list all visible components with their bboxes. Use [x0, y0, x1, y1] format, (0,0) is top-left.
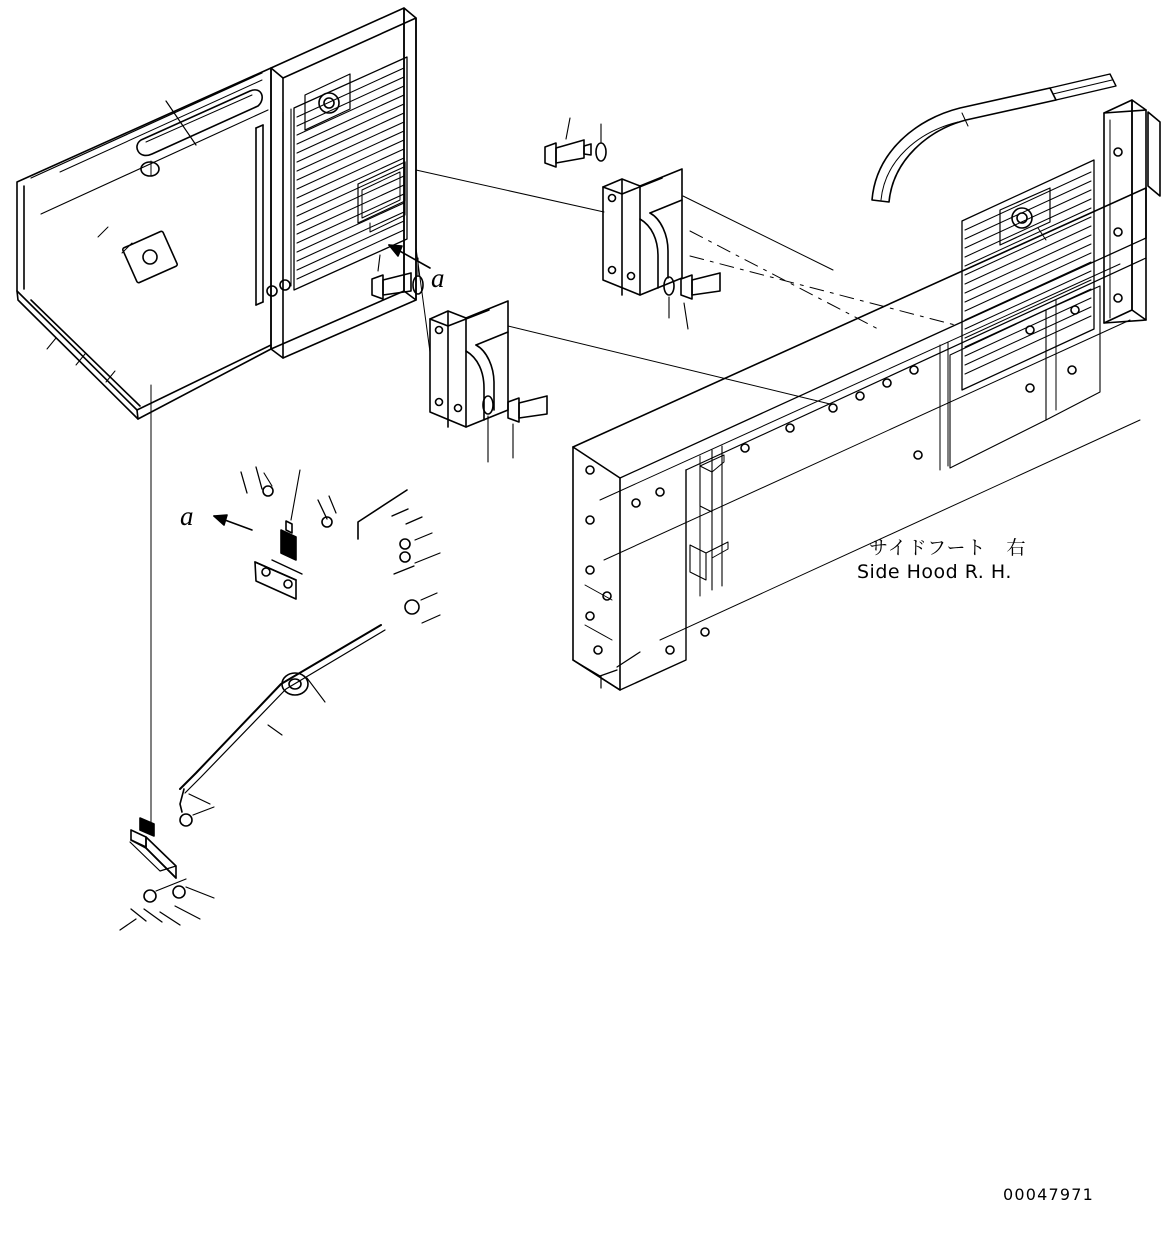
latch-linkage-detail	[120, 467, 440, 930]
callout-arrow-right	[389, 245, 430, 268]
title-japanese: サイドフート 右	[869, 537, 1027, 559]
bolt-set-lower-right	[483, 396, 547, 462]
callout-a-left: a	[180, 501, 194, 531]
bolt-set-upper-left	[545, 118, 606, 167]
bracket-lower	[430, 301, 508, 427]
drawing-number: 00047971	[1003, 1185, 1095, 1204]
callout-a-right: a	[431, 263, 445, 293]
hood-frame-right	[573, 74, 1160, 690]
bracket-upper	[603, 169, 682, 295]
title-english: Side Hood R. H.	[857, 561, 1012, 583]
side-hood-panel-left	[17, 8, 416, 419]
